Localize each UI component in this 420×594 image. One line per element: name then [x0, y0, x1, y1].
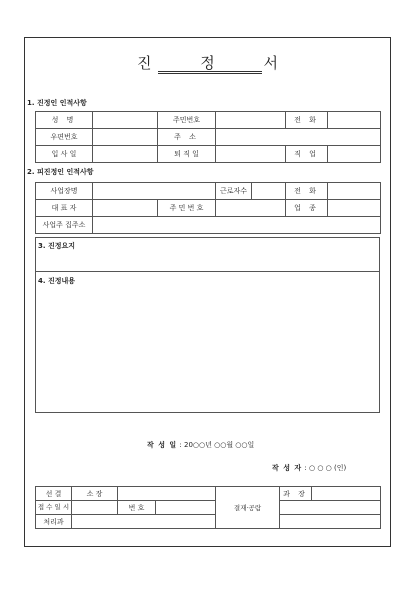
approval-table [35, 486, 381, 529]
ceo-id-label: 주 민 번 호 [158, 200, 216, 217]
title-underline-1 [158, 71, 262, 72]
industry-label: 업 종 [286, 200, 328, 217]
complaint-form [24, 37, 391, 547]
manager-field[interactable] [312, 487, 381, 501]
respondent-phone-field[interactable] [328, 183, 381, 200]
job-label: 직 업 [286, 146, 328, 163]
complainant-table [35, 111, 381, 163]
id-number-field[interactable] [216, 112, 286, 129]
writer [272, 463, 346, 473]
complaint-summary-box[interactable] [35, 237, 380, 272]
phone-field[interactable] [328, 112, 381, 129]
zip-field[interactable] [93, 129, 158, 146]
number-field[interactable] [156, 501, 216, 515]
director-label: 소 장 [72, 487, 118, 501]
phone-label: 전 화 [286, 112, 328, 129]
approval-field-2[interactable] [280, 515, 381, 529]
ceo-field[interactable] [93, 200, 158, 217]
number-label: 번 호 [118, 501, 156, 515]
decision-label: 선 결 [36, 487, 72, 501]
written-date-value: : 20○○년 ○○월 ○○일 [179, 441, 255, 449]
leave-date-field[interactable] [216, 146, 286, 163]
respondent-table [35, 182, 381, 234]
leave-date-label: 퇴 직 일 [158, 146, 216, 163]
owner-address-label: 사업주 집주소 [36, 217, 93, 234]
industry-field[interactable] [328, 200, 381, 217]
job-field[interactable] [328, 146, 381, 163]
name-field[interactable] [93, 112, 158, 129]
zip-label: 우편번호 [36, 129, 93, 146]
id-number-label: 주민번호 [158, 112, 216, 129]
approval-label: 결재·공람 [216, 487, 280, 529]
dept-label: 처리과 [36, 515, 72, 529]
approval-field-1[interactable] [280, 501, 381, 515]
dept-field[interactable] [72, 515, 216, 529]
address-label: 주 소 [158, 129, 216, 146]
writer-label: 작 성 자 [272, 464, 303, 472]
receipt-label: 접 수 일 시 [36, 501, 72, 515]
receipt-field[interactable] [72, 501, 118, 515]
section4-heading: 4. 진정내용 [38, 277, 76, 285]
address-field[interactable] [216, 129, 381, 146]
written-date-label: 작 성 일 [147, 441, 178, 449]
writer-value: : ○ ○ ○ (인) [304, 464, 347, 472]
ceo-id-field[interactable] [216, 200, 286, 217]
hire-date-field[interactable] [93, 146, 158, 163]
section3-heading: 3. 진정요지 [38, 242, 76, 250]
hire-date-label: 입 사 일 [36, 146, 93, 163]
workers-field[interactable] [252, 183, 286, 200]
respondent-phone-label: 전 화 [286, 183, 328, 200]
section1-heading: 1. 진정인 인적사항 [27, 99, 87, 107]
ceo-label: 대 표 자 [36, 200, 93, 217]
owner-address-field[interactable] [93, 217, 381, 234]
name-label: 성 명 [36, 112, 93, 129]
workplace-field[interactable] [93, 183, 216, 200]
written-date [147, 440, 254, 450]
workplace-label: 사업장명 [36, 183, 93, 200]
workers-label: 근로자수 [216, 183, 252, 200]
section2-heading: 2. 피진정인 인적사항 [27, 168, 94, 176]
title-underline-2 [158, 73, 262, 74]
form-title: 진 정 서 [136, 54, 300, 72]
director-field[interactable] [118, 487, 216, 501]
complaint-details-box[interactable] [35, 271, 380, 413]
manager-label: 과 장 [280, 487, 312, 501]
